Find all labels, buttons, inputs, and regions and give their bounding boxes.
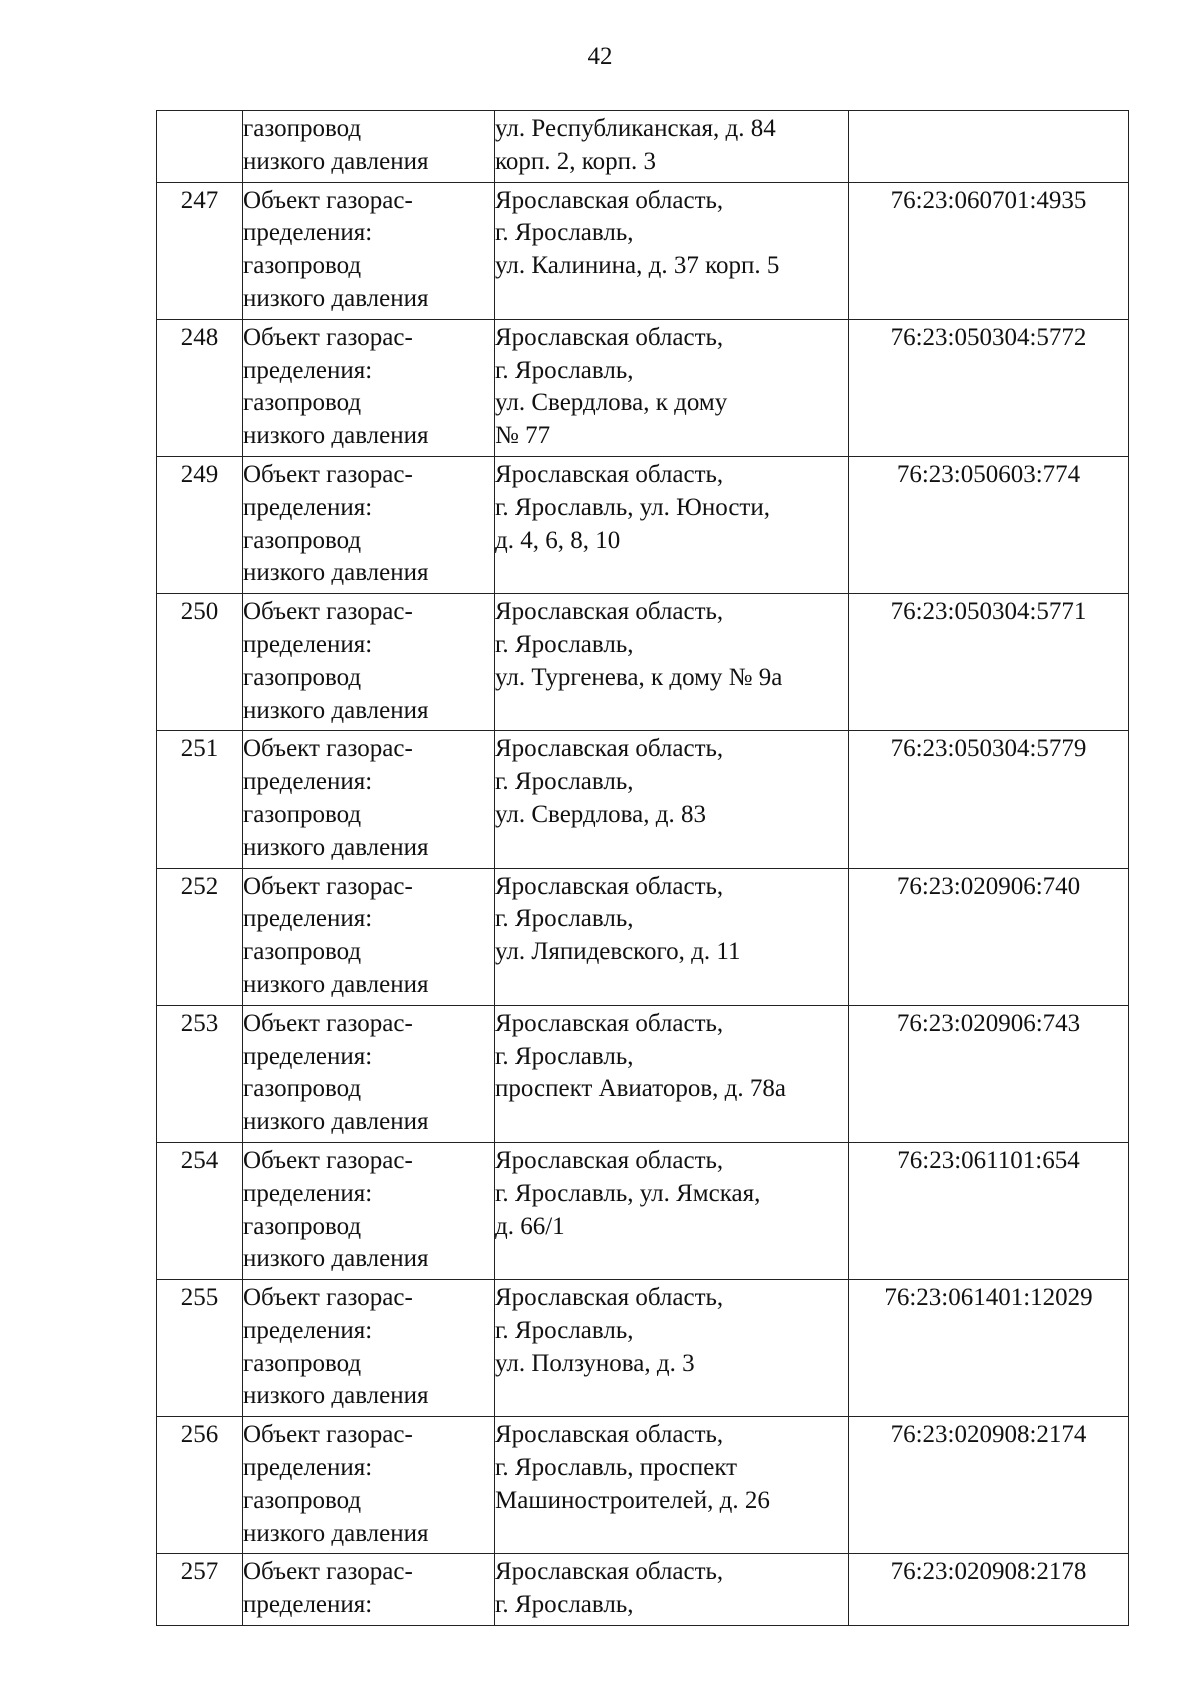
name-line: пределения: [243, 493, 373, 521]
name-line: газопровод [243, 1075, 362, 1103]
cadastral-number: 76:23:061401:12029 [849, 1280, 1129, 1417]
object-name-cell [243, 868, 495, 1005]
address-line: Ярославская область, [495, 1421, 724, 1449]
address-line: г. Ярославль, [495, 630, 634, 658]
name-line: низкого давления [243, 1382, 429, 1410]
cadastral-number: 76:23:061101:654 [849, 1142, 1129, 1279]
name-line: низкого давления [243, 833, 429, 861]
name-line: Объект газорас- [243, 186, 413, 214]
address-cell [495, 1280, 849, 1417]
address-line: ул. Тургенева, к дому № 9а [495, 663, 783, 691]
address-cell [495, 1417, 849, 1554]
name-line: Объект газорас- [243, 1284, 413, 1312]
address-line: г. Ярославль, [495, 768, 634, 796]
address-line: проспект Авиаторов, д. 78а [495, 1075, 786, 1103]
name-line: низкого давления [243, 559, 429, 587]
name-line: Объект газорас- [243, 1146, 413, 1174]
address-line: г. Ярославль, ул. Ямская, [495, 1179, 761, 1207]
name-line: низкого давления [243, 696, 429, 724]
name-line: газопровод [243, 526, 362, 554]
gas-objects-table [156, 110, 1129, 1626]
cadastral-number: 76:23:050603:774 [849, 456, 1129, 593]
address-cell [495, 731, 849, 868]
name-line: низкого давления [243, 970, 429, 998]
address-line: г. Ярославль, проспект [495, 1454, 738, 1482]
row-number: 252 [157, 868, 243, 1005]
row-number: 256 [157, 1417, 243, 1554]
name-line: газопровод [243, 252, 362, 280]
cadastral-number: 76:23:050304:5771 [849, 594, 1129, 731]
name-line: пределения: [243, 356, 373, 384]
name-line: газопровод [243, 938, 362, 966]
name-line: газопровод [243, 1486, 362, 1514]
address-line: Ярославская область, [495, 735, 724, 763]
table-row [157, 1142, 1129, 1279]
object-name-cell [243, 456, 495, 593]
table-row [157, 868, 1129, 1005]
name-line: пределения: [243, 1042, 373, 1070]
name-line: пределения: [243, 768, 373, 796]
object-name-cell [243, 1417, 495, 1554]
object-name-cell [243, 594, 495, 731]
row-number: 253 [157, 1005, 243, 1142]
object-name-cell [243, 1142, 495, 1279]
table-row [157, 1554, 1129, 1626]
address-line: Ярославская область, [495, 1558, 724, 1586]
address-line: Машиностроителей, д. 26 [495, 1486, 770, 1514]
cadastral-number: 76:23:020908:2174 [849, 1417, 1129, 1554]
cadastral-number: 76:23:020906:743 [849, 1005, 1129, 1142]
name-line: низкого давления [243, 422, 429, 450]
cadastral-number: 76:23:050304:5772 [849, 319, 1129, 456]
row-number: 251 [157, 731, 243, 868]
cadastral-number: 76:23:020908:2178 [849, 1554, 1129, 1626]
address-line: № 77 [495, 422, 551, 450]
table-body [157, 111, 1129, 1626]
address-line: г. Ярославль, [495, 905, 634, 933]
address-cell [495, 1554, 849, 1626]
name-line: Объект газорас- [243, 1009, 413, 1037]
address-cell [495, 868, 849, 1005]
table-row [157, 594, 1129, 731]
name-line: газопровод [243, 115, 362, 142]
address-line: г. Ярославль, [495, 219, 634, 247]
address-cell [495, 319, 849, 456]
cadastral-number: 76:23:060701:4935 [849, 182, 1129, 319]
object-name-cell [243, 1280, 495, 1417]
row-number: 249 [157, 456, 243, 593]
address-line: ул. Калинина, д. 37 корп. 5 [495, 252, 780, 280]
address-line: Ярославская область, [495, 598, 724, 626]
table-row [157, 1005, 1129, 1142]
row-number: 257 [157, 1554, 243, 1626]
address-line: г. Ярославль, [495, 356, 634, 384]
name-line: низкого давления [243, 1519, 429, 1547]
object-name-cell [243, 182, 495, 319]
name-line: Объект газорас- [243, 1558, 413, 1586]
name-line: Объект газорас- [243, 598, 413, 626]
name-line: Объект газорас- [243, 872, 413, 900]
address-line: Ярославская область, [495, 872, 724, 900]
address-line: корп. 2, корп. 3 [495, 147, 657, 175]
address-cell [495, 1005, 849, 1142]
name-line: пределения: [243, 219, 373, 247]
name-line: пределения: [243, 630, 373, 658]
name-line: низкого давления [243, 1245, 429, 1273]
row-number: 247 [157, 182, 243, 319]
address-cell [495, 182, 849, 319]
address-line: Ярославская область, [495, 460, 724, 488]
table-row [157, 731, 1129, 868]
name-line: низкого давления [243, 147, 429, 175]
name-line: пределения: [243, 1454, 373, 1482]
page-number: 42 [587, 43, 613, 70]
name-line: газопровод [243, 663, 362, 691]
address-line: г. Ярославль, [495, 1591, 634, 1619]
row-number: 250 [157, 594, 243, 731]
name-line: пределения: [243, 1179, 373, 1207]
address-line: ул. Республиканская, д. 84 [495, 115, 776, 142]
table-row [157, 1280, 1129, 1417]
name-line: Объект газорас- [243, 1421, 413, 1449]
address-line: Ярославская область, [495, 1009, 724, 1037]
address-line: д. 66/1 [495, 1212, 565, 1240]
name-line: низкого давления [243, 284, 429, 312]
address-line: д. 4, 6, 8, 10 [495, 526, 621, 554]
table-row [157, 182, 1129, 319]
name-line: газопровод [243, 389, 362, 417]
address-line: Ярославская область, [495, 1146, 724, 1174]
object-name-cell [243, 1554, 495, 1626]
address-line: Ярославская область, [495, 186, 724, 214]
name-line: низкого давления [243, 1108, 429, 1136]
row-number: 255 [157, 1280, 243, 1417]
address-line: г. Ярославль, [495, 1316, 634, 1344]
address-line: Ярославская область, [495, 323, 724, 351]
cadastral-number: 76:23:050304:5779 [849, 731, 1129, 868]
name-line: пределения: [243, 1316, 373, 1344]
object-name-cell [243, 319, 495, 456]
address-line: ул. Свердлова, д. 83 [495, 800, 706, 828]
table-row [157, 111, 1129, 183]
row-number [157, 111, 243, 183]
name-line: газопровод [243, 1349, 362, 1377]
address-line: Ярославская область, [495, 1284, 724, 1312]
table-row [157, 319, 1129, 456]
object-name-cell [243, 1005, 495, 1142]
address-cell [495, 456, 849, 593]
cadastral-number [849, 111, 1129, 183]
row-number: 254 [157, 1142, 243, 1279]
name-line: Объект газорас- [243, 735, 413, 763]
table-row [157, 456, 1129, 593]
address-cell [495, 1142, 849, 1279]
object-name-cell [243, 111, 495, 183]
table-row [157, 1417, 1129, 1554]
name-line: Объект газорас- [243, 323, 413, 351]
address-cell [495, 111, 849, 183]
name-line: газопровод [243, 1212, 362, 1240]
address-line: г. Ярославль, [495, 1042, 634, 1070]
name-line: пределения: [243, 905, 373, 933]
row-number: 248 [157, 319, 243, 456]
address-line: ул. Свердлова, к дому [495, 389, 728, 417]
object-name-cell [243, 731, 495, 868]
name-line: пределения: [243, 1591, 373, 1619]
name-line: Объект газорас- [243, 460, 413, 488]
address-line: г. Ярославль, ул. Юности, [495, 493, 770, 521]
address-cell [495, 594, 849, 731]
address-line: ул. Ляпидевского, д. 11 [495, 938, 741, 966]
name-line: газопровод [243, 800, 362, 828]
address-line: ул. Ползунова, д. 3 [495, 1349, 695, 1377]
cadastral-number: 76:23:020906:740 [849, 868, 1129, 1005]
